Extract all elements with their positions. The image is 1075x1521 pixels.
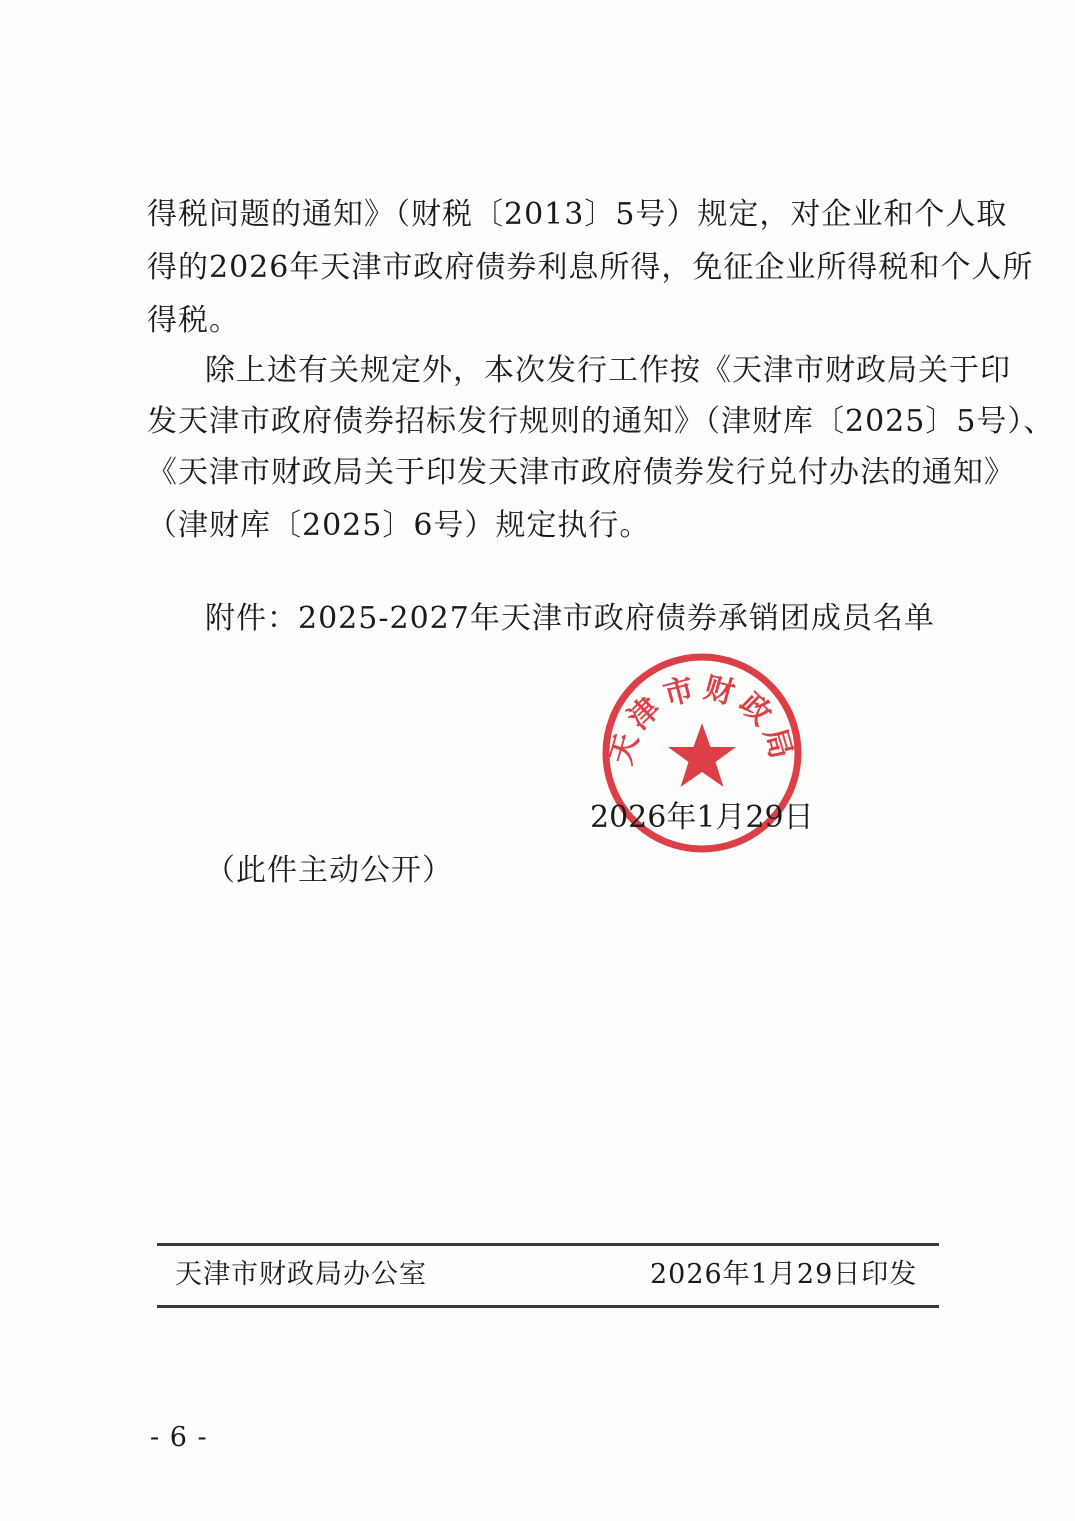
attachment-line: 附件：2025-2027年天津市政府债券承销团成员名单: [205, 601, 935, 636]
footer-issuer: 天津市财政局办公室: [175, 1259, 427, 1290]
svg-text:天津市财政局: 天津市财政局: [603, 670, 801, 769]
paragraph-1-line-2: 得的2026年天津市政府债券利息所得，免征企业所得税和个人所: [147, 250, 1034, 285]
paragraph-1-line-3: 得税。: [147, 303, 240, 338]
disclosure-note: （此件主动公开）: [205, 853, 453, 888]
paragraph-2-line-2: 发天津市政府债券招标发行规则的通知》（津财库〔2025〕5号）、: [147, 404, 1055, 439]
footer-issue-date: 2026年1月29日印发: [650, 1259, 918, 1290]
paragraph-2-line-1: 除上述有关规定外，本次发行工作按《天津市财政局关于印: [205, 353, 1011, 388]
footer-bottom-rule: [157, 1305, 939, 1308]
seal-star-icon: [668, 723, 736, 787]
paragraph-2-line-4: （津财库〔2025〕6号）规定执行。: [147, 508, 651, 543]
signature-date: 2026年1月29日: [590, 800, 814, 835]
page-number: - 6 -: [150, 1422, 208, 1453]
footer-top-rule: [157, 1243, 939, 1246]
paragraph-2-line-3: 《天津市财政局关于印发天津市政府债券发行兑付办法的通知》: [147, 455, 1015, 490]
paragraph-1-line-1: 得税问题的通知》（财税〔2013〕5号）规定，对企业和个人取: [147, 197, 1008, 232]
